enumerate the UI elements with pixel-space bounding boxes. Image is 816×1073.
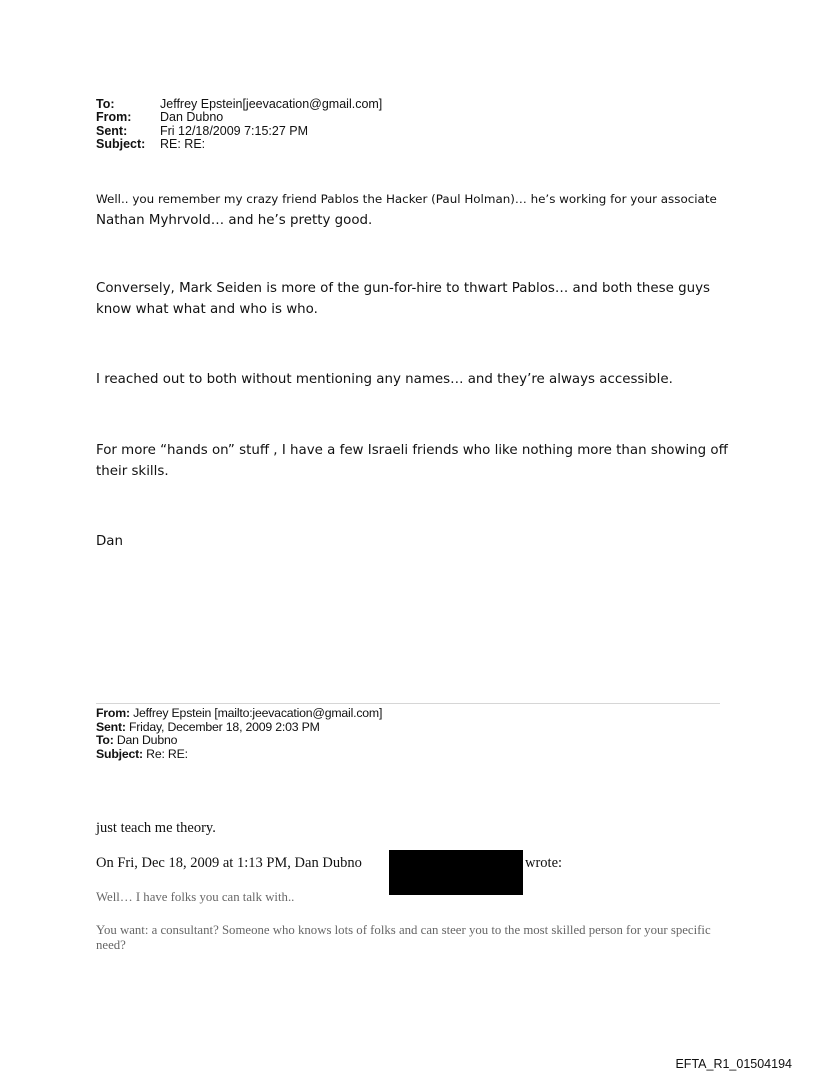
header-to-row: [96, 98, 382, 111]
quoted-to-value: Dan Dubno: [116, 733, 178, 747]
signature: Dan: [96, 534, 124, 549]
quoted-from-row: [96, 707, 382, 721]
quoted-sent-label: Sent:: [96, 719, 126, 734]
email-header: [96, 98, 382, 152]
quoted-from-label: From:: [96, 706, 130, 720]
body-paragraph-1: [96, 189, 717, 231]
to-value: Jeffrey Epstein[jeevacation@gmail.com]: [160, 97, 383, 111]
quoted-subject-row: [96, 748, 382, 762]
quoted-header: [96, 707, 382, 761]
body-paragraph-4: For more “hands on” stuff , I have a few Israeli friends who like nothing more than showing off their skills.: [96, 443, 728, 479]
header-from-row: [96, 111, 382, 124]
quoted-to-row: [96, 734, 382, 748]
header-sent-row: [96, 125, 382, 138]
quoted-sent-value: Friday, December 18, 2009 2:03 PM: [128, 719, 320, 734]
sent-label: Sent:: [96, 123, 128, 138]
quoted-line-1: Well… I have folks you can talk with..: [96, 890, 295, 904]
redaction-box: [389, 850, 523, 895]
body-paragraph-1-line-2: Nathan Myhrvold… and he’s pretty good.: [96, 213, 373, 228]
on-date-line: On Fri, Dec 18, 2009 at 1:13 PM, Dan Dubno: [96, 855, 362, 871]
quote-divider: [96, 703, 720, 704]
body-paragraph-1-line-1: Well.. you remember my crazy friend Pablos the Hacker (Paul Holman)… he’s working for your associate: [96, 192, 717, 206]
to-label: To:: [96, 97, 115, 111]
body-paragraph-2: Conversely, Mark Seiden is more of the gun-for-hire to thwart Pablos… and both these guys know what what and who is who.: [96, 281, 710, 317]
quoted-to-label: To:: [96, 733, 114, 747]
quoted-sent-row: [96, 721, 382, 735]
body-paragraph-3: I reached out to both without mentioning any names… and they’re always accessible.: [96, 372, 673, 387]
quoted-subject-label: Subject:: [96, 746, 143, 761]
header-subject-row: [96, 138, 382, 151]
reply-text: just teach me theory.: [96, 820, 216, 836]
quoted-line-2: You want: a consultant? Someone who knows lots of folks and can steer you to the most skilled person for your specific need?: [96, 923, 711, 952]
from-label: From:: [96, 110, 132, 125]
from-value: Dan Dubno: [160, 110, 224, 125]
wrote-text: wrote:: [525, 855, 563, 871]
quoted-from-value: Jeffrey Epstein [mailto:jeevacation@gmail.com]: [133, 706, 383, 720]
subject-value: RE: RE:: [160, 137, 206, 152]
quoted-subject-value: Re: RE:: [146, 746, 188, 761]
subject-label: Subject:: [96, 137, 146, 152]
document-id: EFTA_R1_01504194: [675, 1057, 792, 1071]
sent-value: Fri 12/18/2009 7:15:27 PM: [160, 123, 309, 138]
